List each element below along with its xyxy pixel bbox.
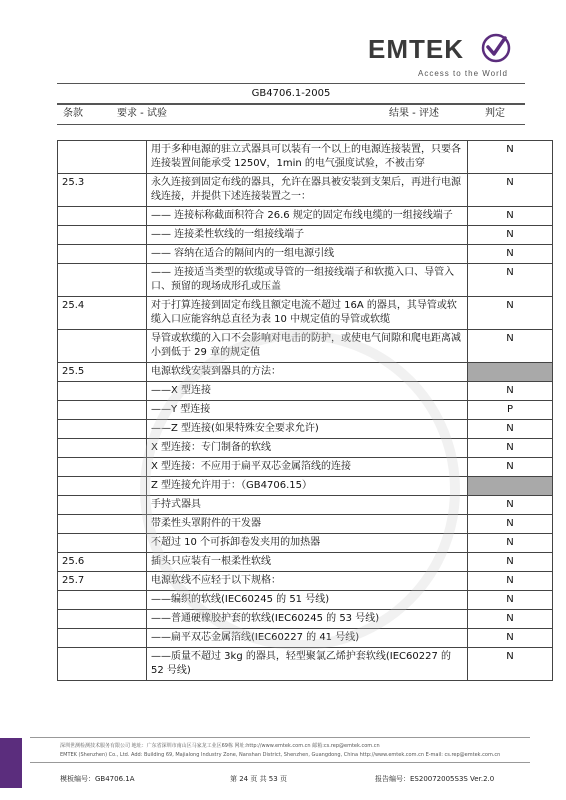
verdict-cell: N bbox=[468, 629, 553, 648]
col-requirement: 要求 - 试验 bbox=[117, 108, 167, 119]
requirement-cell: ——Y 型连接 bbox=[147, 401, 468, 420]
clause-cell bbox=[58, 439, 147, 458]
requirement-cell: 永久连接到固定布线的器具，允许在器具被安装到支架后，再进行电源线连接，并提供下述连接装置之一： bbox=[147, 174, 468, 207]
footer-divider bbox=[30, 737, 530, 738]
verdict-cell: N bbox=[468, 610, 553, 629]
table-row bbox=[58, 297, 553, 330]
table-row bbox=[58, 439, 553, 458]
requirement-cell: ——编织的软线(IEC60245 的 51 号线) bbox=[147, 591, 468, 610]
clause-cell bbox=[58, 330, 147, 363]
brand-name: EMTEK bbox=[368, 34, 464, 64]
company-logo bbox=[368, 30, 508, 70]
col-verdict: 判定 bbox=[485, 108, 505, 119]
footer-address-en: EMTEK (Shenzhen) Co., Ltd. Add: Building 69, Majialong Industry Zone, Nanshan District, Shenzhen, Guangdong, China http://www.emtek.com.cn E-mail: cs.rep@emtek.com.cn bbox=[60, 752, 501, 758]
table-row bbox=[58, 330, 553, 363]
clause-cell bbox=[58, 648, 147, 681]
table-row bbox=[58, 245, 553, 264]
verdict-cell: N bbox=[468, 207, 553, 226]
verdict-cell: N bbox=[468, 420, 553, 439]
requirement-cell: X 型连接：不应用于扁平双芯金属箔线的连接 bbox=[147, 458, 468, 477]
verdict-cell bbox=[468, 477, 553, 496]
table-row bbox=[58, 534, 553, 553]
requirement-cell: ——质量不超过 3kg 的器具，轻型聚氯乙烯护套软线(IEC60227 的 52 号线) bbox=[147, 648, 468, 681]
clause-cell bbox=[58, 264, 147, 297]
verdict-cell: N bbox=[468, 591, 553, 610]
verdict-cell: N bbox=[468, 458, 553, 477]
requirement-cell: —— 连接柔性软线的一组接线端子 bbox=[147, 226, 468, 245]
verdict-cell: N bbox=[468, 264, 553, 297]
requirement-cell: 带柔性头罩附件的干发器 bbox=[147, 515, 468, 534]
requirement-cell: Z 型连接允许用于：（GB4706.15） bbox=[147, 477, 468, 496]
requirement-cell: 用于多种电源的驻立式器具可以装有一个以上的电源连接装置，只要各连接装置间能承受 1250V，1min 的电气强度试验，不被击穿 bbox=[147, 141, 468, 174]
requirement-cell: 电源软线不应轻于以下规格： bbox=[147, 572, 468, 591]
col-result: 结果 - 评述 bbox=[389, 108, 439, 119]
table-row bbox=[58, 401, 553, 420]
verdict-cell: N bbox=[468, 648, 553, 681]
brand-slogan: Access to the World bbox=[418, 69, 508, 78]
table-row bbox=[58, 458, 553, 477]
clause-cell bbox=[58, 629, 147, 648]
table-row bbox=[58, 382, 553, 401]
clause-cell bbox=[58, 207, 147, 226]
clause-cell bbox=[58, 420, 147, 439]
requirement-cell: 手持式器具 bbox=[147, 496, 468, 515]
requirement-cell: 插头只应装有一根柔性软线 bbox=[147, 553, 468, 572]
clause-cell: 25.7 bbox=[58, 572, 147, 591]
clause-cell bbox=[58, 610, 147, 629]
verdict-cell bbox=[468, 363, 553, 382]
table-row bbox=[58, 174, 553, 207]
verdict-cell: N bbox=[468, 297, 553, 330]
verdict-cell: N bbox=[468, 226, 553, 245]
checkmark-logo-icon bbox=[480, 32, 512, 64]
verdict-cell: N bbox=[468, 515, 553, 534]
requirement-cell: ——普通硬橡胶护套的软线(IEC60245 的 53 号线) bbox=[147, 610, 468, 629]
verdict-cell: N bbox=[468, 572, 553, 591]
verdict-cell: N bbox=[468, 439, 553, 458]
requirement-cell: ——X 型连接 bbox=[147, 382, 468, 401]
template-number: 模板编号：GB4706.1A bbox=[60, 775, 135, 783]
requirement-cell: ——Z 型连接(如果特殊安全要求允许) bbox=[147, 420, 468, 439]
verdict-cell: P bbox=[468, 401, 553, 420]
table-row bbox=[58, 610, 553, 629]
table-row bbox=[58, 363, 553, 382]
standard-title: GB4706.1-2005 bbox=[57, 83, 525, 105]
clause-cell: 25.5 bbox=[58, 363, 147, 382]
clause-cell bbox=[58, 496, 147, 515]
requirement-cell: ——扁平双芯金属箔线(IEC60227 的 41 号线) bbox=[147, 629, 468, 648]
requirement-cell: 电源软线安装到器具的方法： bbox=[147, 363, 468, 382]
table-row bbox=[58, 226, 553, 245]
clause-cell bbox=[58, 591, 147, 610]
requirement-cell: 导管或软缆的入口不会影响对电击的防护，或使电气间隙和爬电距离减小到低于 29 章的规定值 bbox=[147, 330, 468, 363]
footer-address-cn: 深圳世测检测技术服务有限公司 地址：广东省深圳市南山区马家龙工业区69栋 网址:http://www.emtek.com.cn 邮箱:cs.rep@emtek.com.cn bbox=[60, 743, 380, 749]
clause-cell bbox=[58, 226, 147, 245]
clause-cell bbox=[58, 401, 147, 420]
table-row bbox=[58, 496, 553, 515]
requirement-cell: —— 容纳在适合的隔间内的一组电源引线 bbox=[147, 245, 468, 264]
clause-cell: 25.6 bbox=[58, 553, 147, 572]
clause-cell: 25.3 bbox=[58, 174, 147, 207]
table-row bbox=[58, 629, 553, 648]
column-header-row bbox=[57, 103, 525, 125]
verdict-cell: N bbox=[468, 496, 553, 515]
requirement-cell: 不超过 10 个可拆卸卷发夹用的加热器 bbox=[147, 534, 468, 553]
report-number: 报告编号：ES20072005S3S Ver.2.0 bbox=[375, 775, 495, 783]
requirement-cell: 对于打算连接到固定布线且额定电流不超过 16A 的器具，其导管或软缆入口应能容纳总直径为表 10 中规定值的导管或软缆 bbox=[147, 297, 468, 330]
table-row bbox=[58, 515, 553, 534]
verdict-cell: N bbox=[468, 382, 553, 401]
clause-cell bbox=[58, 534, 147, 553]
verdict-cell: N bbox=[468, 174, 553, 207]
table-row bbox=[58, 553, 553, 572]
verdict-cell: N bbox=[468, 245, 553, 264]
table-row bbox=[58, 207, 553, 226]
verdict-cell: N bbox=[468, 330, 553, 363]
clause-cell bbox=[58, 141, 147, 174]
table-row bbox=[58, 141, 553, 174]
requirement-cell: —— 连接适当类型的软缆或导管的一组接线端子和软揽入口、导管入口、预留的现场成形孔或压盖 bbox=[147, 264, 468, 297]
clause-cell bbox=[58, 515, 147, 534]
table-row bbox=[58, 420, 553, 439]
verdict-cell: N bbox=[468, 553, 553, 572]
clause-cell bbox=[58, 458, 147, 477]
requirement-cell: X 型连接：专门制备的软线 bbox=[147, 439, 468, 458]
requirement-cell: —— 连接标称截面积符合 26.6 规定的固定布线电缆的一组接线端子 bbox=[147, 207, 468, 226]
clause-cell bbox=[58, 245, 147, 264]
clause-cell bbox=[58, 477, 147, 496]
verdict-cell: N bbox=[468, 141, 553, 174]
page-number: 第 24 页 共 53 页 bbox=[230, 775, 287, 783]
clause-cell bbox=[58, 382, 147, 401]
footer-divider-2 bbox=[30, 762, 530, 763]
requirements-table bbox=[57, 140, 553, 681]
col-clause: 条款 bbox=[63, 108, 83, 119]
footer-accent-bar bbox=[0, 738, 22, 788]
table-row bbox=[58, 264, 553, 297]
verdict-cell: N bbox=[468, 534, 553, 553]
table-row bbox=[58, 572, 553, 591]
table-row bbox=[58, 648, 553, 681]
table-row bbox=[58, 591, 553, 610]
clause-cell: 25.4 bbox=[58, 297, 147, 330]
table-row bbox=[58, 477, 553, 496]
